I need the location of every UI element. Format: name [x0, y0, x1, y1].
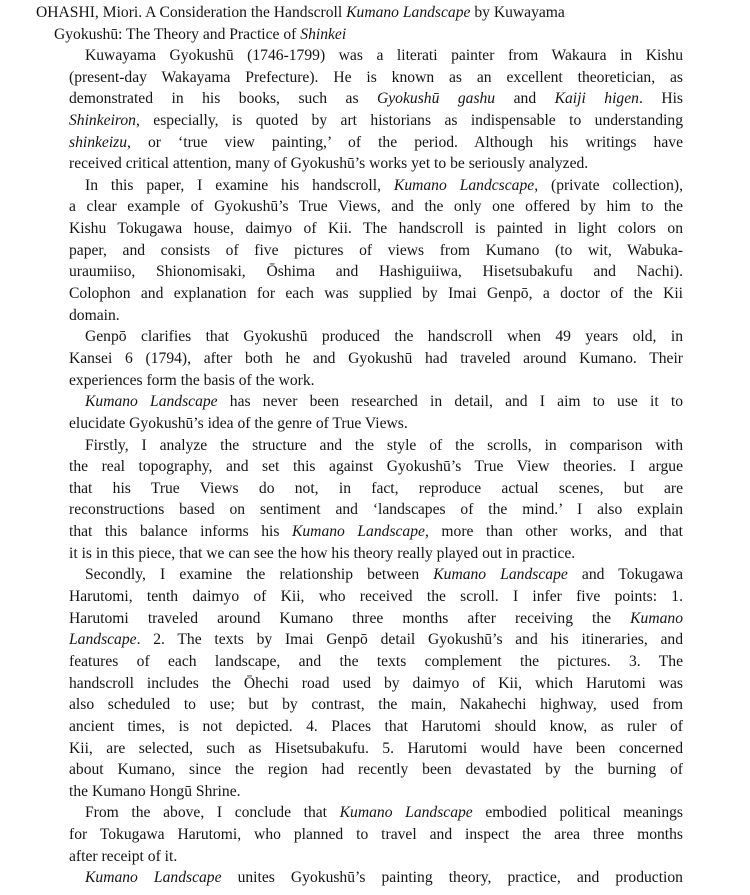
text-run: elucidate Gyokushū’s idea of the genre of True Views.: [69, 414, 408, 432]
text-line: [69, 348, 683, 370]
text-run: after receipt of it.: [69, 847, 178, 865]
text-run: Harutomi traveled around Kumano three months after receiving the: [69, 609, 631, 627]
text-line: [69, 326, 683, 348]
text-run: (present-day Wakayama Prefecture). He is known as an excellent theoretician, as: [69, 68, 683, 86]
text-line: [69, 846, 683, 868]
text-run: features of each landscape, and the texts complement the pictures. 3. The: [69, 652, 683, 670]
text-line: [69, 651, 683, 673]
text-line: [69, 738, 683, 760]
text-line: [69, 521, 683, 543]
italic-text: Kumano Landcscape: [393, 176, 535, 194]
italic-text: Kumano Landscape: [433, 566, 568, 584]
italic-text: Gyokushū gashu: [377, 90, 496, 108]
italic-text: Kaiji higen: [554, 90, 639, 108]
text-line: [69, 716, 683, 738]
text-line: [69, 867, 683, 889]
text-run: demonstrated in his books, such as: [69, 90, 377, 108]
text-line: [69, 67, 683, 89]
italic-text: Kumano Landscape: [85, 393, 218, 411]
text-run: it is in this piece, that we can see the how his theory really played out in practice.: [69, 544, 576, 562]
text-line: [69, 196, 683, 218]
text-line: [69, 608, 683, 630]
heading-line: [36, 2, 726, 24]
text-run: that his True Views do not, in fact, reproduce actual scenes, but are: [69, 479, 683, 497]
text-line: [69, 564, 683, 586]
text-line: [69, 132, 683, 154]
text-run: Kuwayama Gyokushū (1746-1799) was a literati painter from Wakaura in Kishu: [85, 47, 683, 64]
text-run: has never been researched in detail, and I aim to use it to: [217, 393, 683, 411]
text-run: and: [495, 90, 555, 108]
text-run: Harutomi, tenth daimyo of Kii, who received the scroll. I infer five points: 1.: [69, 588, 683, 606]
text-line: [69, 175, 683, 197]
text-run: , especially, is quoted by art historians as indispensable to understanding: [135, 111, 683, 129]
article-heading: [36, 2, 726, 45]
text-run: Colophon and explanation for each was supplied by Imai Genpō, a doctor of the Kii: [69, 285, 683, 303]
text-run: the Kumano Hongū Shrine.: [69, 782, 241, 800]
italic-text: Shinkeiron: [69, 111, 136, 129]
text-run: . 2. The texts by Imai Genpō detail Gyokushū’s and his itineraries, and: [136, 631, 683, 649]
italic-text: Kumano Landscape: [339, 804, 473, 822]
text-line: [69, 370, 683, 392]
text-run: Genpō clarifies that Gyokushū produced the handscroll when 49 years old, in: [85, 328, 683, 346]
text-run: for Tokugawa Harutomi, who planned to travel and inspect the area three months: [69, 826, 683, 844]
text-run: domain.: [69, 306, 120, 324]
text-line: [69, 543, 683, 565]
text-line: [69, 153, 683, 175]
text-run: In this paper, I examine his handscroll,: [85, 176, 394, 194]
text-run: , more than other works, and that: [424, 523, 683, 541]
text-run: handscroll includes the Ōhechi road used by daimyo of Kii, which Harutomi was: [69, 674, 683, 692]
italic-text: Kumano: [630, 609, 683, 627]
heading-text: OHASHI, Miori. A Consideration the Handscroll: [36, 4, 347, 21]
text-line: [69, 110, 683, 132]
text-line: [69, 391, 683, 413]
text-line: [69, 759, 683, 781]
text-line: [69, 802, 683, 824]
text-line: [69, 283, 683, 305]
text-run: reconstructions based on sentiment and ‘landscapes of the mind.’ I also explain: [69, 501, 683, 519]
text-run: also scheduled to use; but by contrast, the main, Nakahechi highway, used from: [69, 696, 683, 714]
text-run: , or ‘true view painting,’ of the period. Although his writings have: [127, 133, 683, 151]
text-line: [69, 499, 683, 521]
text-line: [69, 261, 683, 283]
text-run: uraumiiso, Shionomisaki, Ōshima and Hashiguiiwa, Hisetsubakufu and Nachi).: [69, 263, 683, 281]
text-run: paper, and consists of five pictures of views from Kumano (to wit, Wabuka-: [69, 241, 683, 259]
text-run: , (private collection),: [534, 176, 683, 194]
text-run: Secondly, I examine the relationship between: [85, 566, 434, 584]
text-run: a clear example of Gyokushū’s True Views, and the only one offered by him to the: [69, 198, 683, 216]
text-run: Kansei 6 (1794), after both he and Gyokushū had traveled around Kumano. Their: [69, 349, 683, 367]
text-line: [69, 478, 683, 500]
heading-line: [36, 24, 726, 46]
italic-text: Kumano Landscape: [85, 869, 222, 887]
italic-text: Kumano Landscape: [291, 523, 425, 541]
text-line: [69, 781, 683, 803]
text-line: [69, 305, 683, 327]
text-run: about Kumano, since the region had recently been devastated by the burning of: [69, 761, 683, 779]
text-line: [69, 673, 683, 695]
text-run: the real topography, and set this against Gyokushū’s True View theories. I argue: [69, 458, 683, 476]
text-run: . His: [638, 90, 684, 108]
text-line: [69, 456, 683, 478]
text-run: From the above, I conclude that: [85, 804, 340, 822]
text-line: [69, 413, 683, 435]
text-run: received critical attention, many of Gyokushū’s works yet to be seriously analyzed.: [69, 155, 589, 173]
italic-text: shinkeizu: [69, 133, 128, 151]
text-run: Kii, are selected, such as Hisetsubakufu. 5. Harutomi would have been concerned: [69, 739, 683, 757]
heading-italic-term: Shinkei: [300, 25, 347, 43]
text-run: Firstly, I analyze the structure and the style of the scrolls, in comparison with: [85, 436, 683, 454]
heading-text: Gyokushū: The Theory and Practice of: [54, 25, 301, 43]
text-line: [69, 435, 683, 457]
italic-text: Landscape: [69, 631, 137, 649]
text-run: that this balance informs his: [69, 523, 292, 541]
abstract-body: [69, 45, 683, 889]
heading-italic-title: Kumano Landscape: [346, 4, 471, 21]
heading-text: by Kuwayama: [470, 4, 565, 21]
text-line: [69, 824, 683, 846]
text-run: experiences form the basis of the work.: [69, 371, 315, 389]
text-run: and Tokugawa: [567, 566, 683, 584]
text-line: [69, 88, 683, 110]
text-line: [69, 629, 683, 651]
text-line: [69, 45, 683, 67]
text-line: [69, 586, 683, 608]
text-run: embodied political meanings: [472, 804, 683, 822]
text-run: Kishu Tokugawa house, daimyo of Kii. The handscroll is painted in light colors on: [69, 220, 683, 238]
text-line: [69, 694, 683, 716]
text-run: ancient times, is not depicted. 4. Places that Harutomi should know, as ruler of: [69, 717, 683, 735]
text-line: [69, 218, 683, 240]
text-run: unites Gyokushū’s painting theory, practice, and production: [221, 869, 683, 887]
text-line: [69, 240, 683, 262]
